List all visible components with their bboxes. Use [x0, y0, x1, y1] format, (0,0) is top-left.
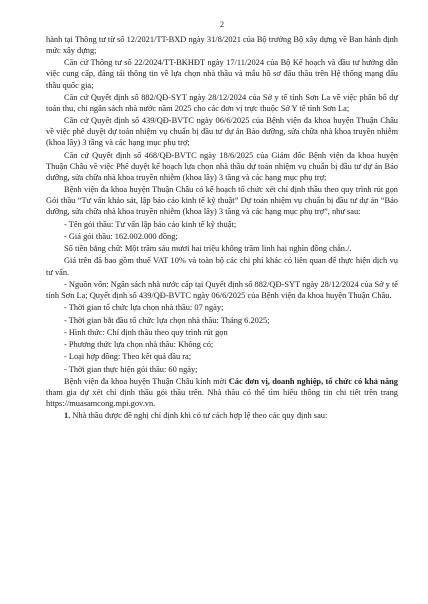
invitation-text-after: tham gia dự xét chỉ định thầu gói thầu trên. Nhà thầu có thể tìm hiểu thông tin chi tiết trên trang https://muasamcong.mpi.gov.vn. [46, 388, 398, 409]
paragraph: - Thời gian bắt đầu tổ chức lựa chọn nhà thầu: Tháng 6.2025; [64, 315, 270, 325]
paragraph: hành tại Thông tư từ số 12/2021/TT-BXD ngày 31/8/2021 của Bộ trưởng Bộ xây dựng về Ban hành định mức xây dựng; [46, 35, 398, 56]
page-number: 2 [220, 20, 224, 29]
paragraph: - Loại hợp đồng: Theo kết quả đầu ra; [64, 352, 192, 362]
invitation-bold-text: Các đơn vị, doanh nghiệp, tổ chức có khả năng [228, 376, 398, 386]
paragraph: - Nguồn vốn: Ngân sách nhà nước cấp tại Quyết định số 882/QĐ-SYT ngày 28/12/2024 của Sở y tế tỉnh Sơn La; Quyết định số 439/QĐ-BVTC ngày 06/6/2025 của Bệnh viện đa khoa huyện Thuận Châu. [46, 279, 398, 300]
paragraph: Căn cứ Quyết định số 468/QĐ-BVTC ngày 18/6/2025 của Giám đốc Bệnh viện đa khoa huyện Thuận Châu về việc Phê duyệt kế hoạch lựa chọn nhà thầu dự toán nhiệm vụ chuẩn bị đầu tư dự án Bảo dưỡng, sửa chữa nhà khoa truyền nhiễm (khoa lây) 3 tầng và các hạng mục phụ trợ; [46, 150, 398, 182]
invitation-paragraph [46, 376, 398, 409]
paragraph: - Giá gói thầu: 162.002.000 đồng; [64, 231, 178, 241]
paragraph: Giá trên đã bao gồm thuế VAT 10% và toàn bộ các chi phí khác có liên quan để thực hiện dịch vụ tư vấn. [46, 256, 398, 277]
paragraph: - Hình thức: Chỉ định thầu theo quy trình rút gọn [64, 327, 228, 337]
paragraph: - Tên gói thầu: Tư vấn lập báo cáo kinh tế kỹ thuật; [64, 219, 237, 229]
invitation-text-before: Bệnh viện đa khoa huyện Thuận Châu kính mời [64, 376, 229, 386]
paragraph: - Phương thức lựa chọn nhà thầu: Không có; [64, 340, 214, 350]
paragraph: - Thời gian thực hiện gói thầu: 60 ngày; [64, 364, 198, 374]
paragraph: Căn cứ Quyết định số 439/QĐ-BVTC ngày 06/6/2025 của Bệnh viện đa khoa huyện Thuận Châu về việc phê duyệt dự toán nhiệm vụ chuẩn bị đầu tư dự án Bảo dưỡng, sửa chữa nhà khoa truyền nhiễm (khoa lây) 3 tầng và các hạng mục phụ trợ; [46, 116, 398, 148]
requirement-number: 1. [64, 411, 71, 421]
paragraph: Số tiền bằng chữ: Một trăm sáu mươi hai triệu không trăm linh hai nghìn đồng chẵn./. [64, 244, 352, 254]
requirement-text: Nhà thầu được đề nghị chỉ định khi có tư cách hợp lệ theo các quy định sau: [70, 411, 328, 421]
paragraph: Căn cứ Thông tư số 22/2024/TT-BKHĐT ngày 17/11/2024 của Bộ Kế hoạch và đầu tư hướng dẫn việc cung cấp, đăng tải thông tin về lựa chọn nhà thầu và mẫu hồ sơ đấu thầu trên Hệ thống mạng đấu thầu quốc gia; [46, 58, 398, 90]
paragraph: - Thời gian tổ chức lựa chọn nhà thầu: 07 ngày; [64, 303, 224, 313]
requirement-paragraph [46, 410, 398, 421]
paragraph: Căn cứ Quyết định số 882/QĐ-SYT ngày 28/12/2024 của Sở y tế tỉnh Sơn La về việc phân bổ dự toán thu, chi ngân sách nhà nước năm 2025 cho các đơn vị trực thuộc Sở Y tế tỉnh Sơn La; [46, 92, 398, 113]
document-body [46, 34, 398, 375]
paragraph: Bệnh viện đa khoa huyện Thuận Châu có kế hoạch tổ chức xét chỉ định thầu theo quy trình rút gọn Gói thầu “Tư vấn khảo sát, lập báo cáo kinh tế kỹ thuật” Dự toán nhiệm vụ chuẩn bị đầu tư dự án “Bảo dưỡng, sửa chữa nhà khoa truyền nhiễm (khoa lây) 3 tầng và các hạng mục phụ trợ”, như sau: [46, 185, 398, 217]
